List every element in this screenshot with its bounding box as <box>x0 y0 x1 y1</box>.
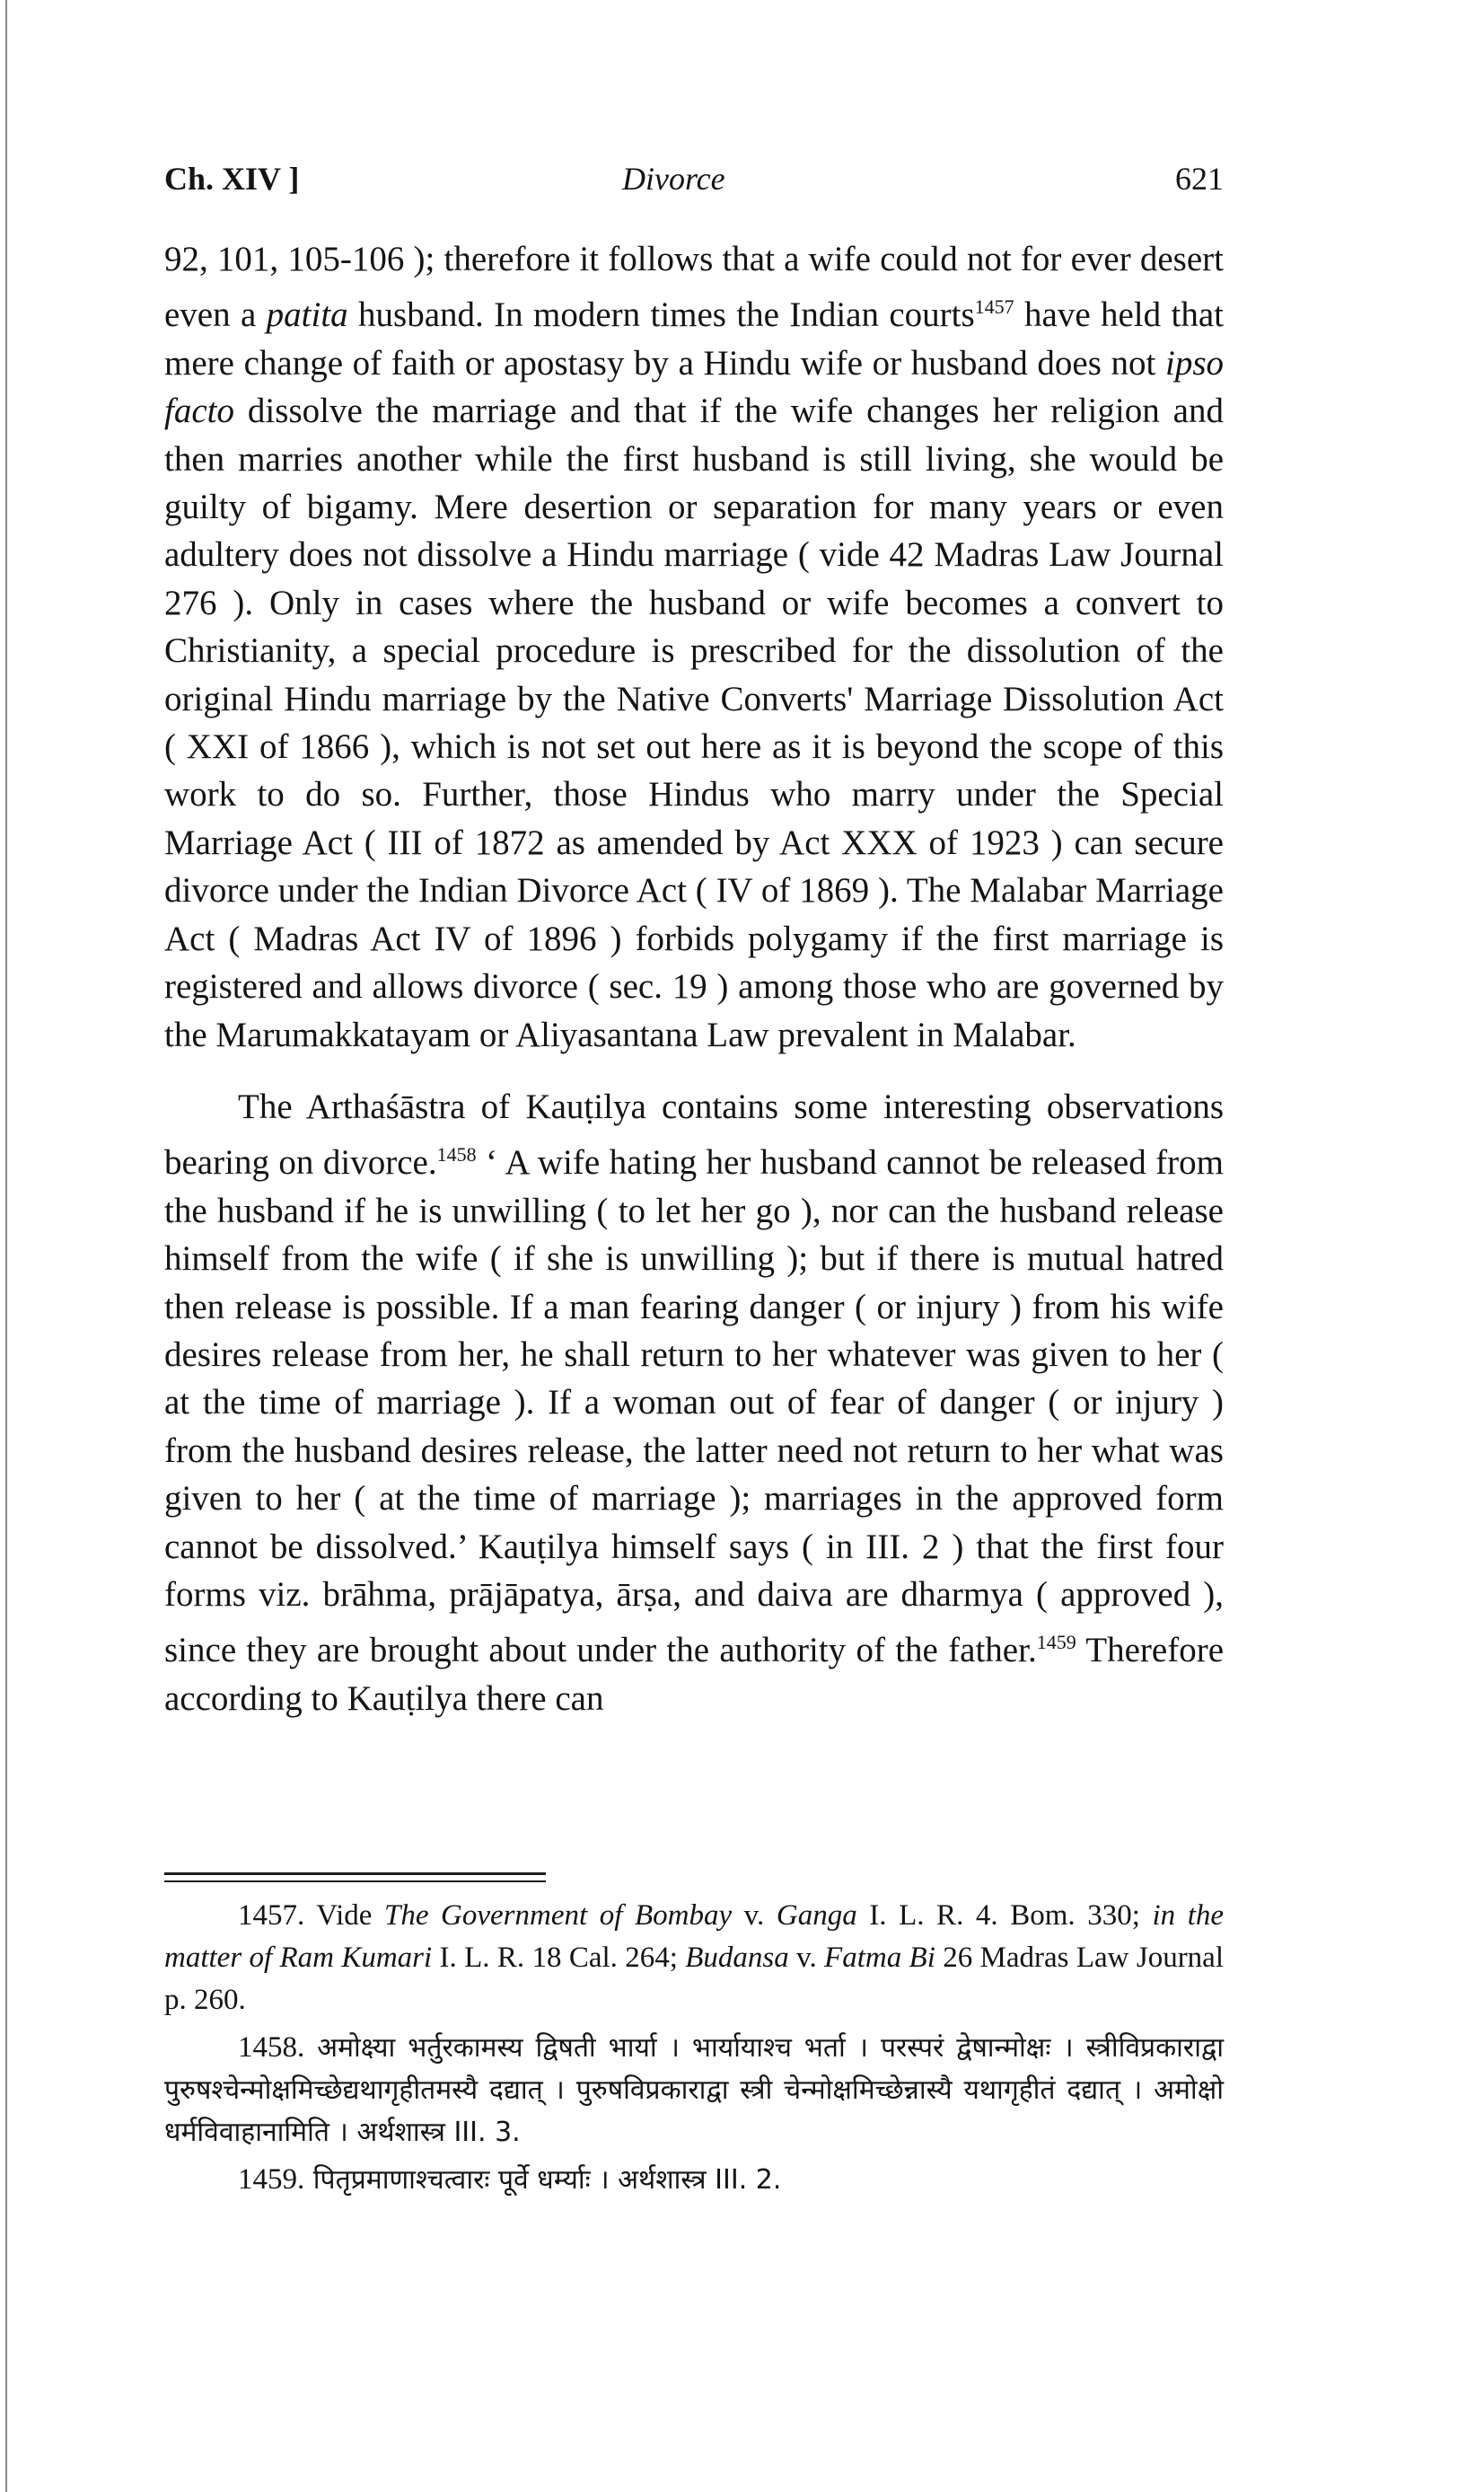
page-number: 621 <box>1175 161 1224 197</box>
footnote-1459: 1459. पितृप्रमाणाश्चत्वारः पूर्वे धर्म्याः । अर्थशास्त्र III. 2. <box>238 2163 782 2196</box>
chapter-label: Ch. XIV ] <box>164 161 300 197</box>
term-ipso-facto: ipso facto <box>164 343 1224 431</box>
footnote-ref-1459: 1459 <box>1036 1631 1076 1654</box>
main-text <box>164 235 1224 1722</box>
paragraph-2: The Arthaśāstra of Kauṭilya contains some interesting observations bearing on divorce.$^{1458}$ ‘ A wife hating her husband cannot be released from the husband if he is unwilling ( to let her go ), nor can the husband release himself from the wife ( if she is unwilling ); but if there is mutual hatred then release is possible. If a man fearing danger ( or injury ) from his wife desires release from her, he shall return to her whatever was given to her ( at the time of marriage ). If a woman out of fear of danger ( or injury ) from the husband desires release, the latter need not return to her what was given to her ( at the time of marriage ); marriages in the approved form cannot be dissolved.’ Kauṭilya himself says ( in III. 2 ) that the first four forms viz. brāhma, prājāpatya, ārṣa, and daiva are dharmya ( approved ), since they are brought about under the authority of the father.$^{1459}$ Therefore according to Kauṭilya there can <box>164 1087 1225 1718</box>
footnote-ref-1458: 1458 <box>436 1143 477 1167</box>
page-header <box>164 160 1224 205</box>
paragraph-1: 92, 101, 105-106 ); therefore it follows that a wife could not for ever desert even a patita husband. In modern times the Indian courts$^{1457}$ have held that mere change of faith or apostasy by a Hindu wife or husband does not ipso facto dissolve the marriage and that if the wife changes her religion and then marries another while the first husband is still living, she would be guilty of bigamy. Mere desertion or separation for many years or even adultery does not dissolve a Hindu marriage ( vide 42 Madras Law Journal 276 ). Only in cases where the husband or wife becomes a convert to Christianity, a special procedure is prescribed for the dissolution of the original Hindu marriage by the Native Converts' Marriage Dissolution Act ( XXI of 1866 ), which is not set out here as it is beyond the scope of this work to do so. Further, those Hindus who marry under the Special Marriage Act ( III of 1872 as amended by Act XXX of 1923 ) can secure divorce under the Indian Divorce Act ( IV of 1869 ). The Malabar Marriage Act ( Madras Act IV of 1896 ) forbids polygamy if the first marriage is registered and allows divorce ( sec. 19 ) among those who are governed by the Marumakkatayam or Aliyasantana Law prevalent in Malabar. <box>164 240 1224 1054</box>
running-title: Divorce <box>622 161 725 197</box>
footnote-ref-1457: 1457 <box>974 295 1014 319</box>
footnote-divider <box>164 1872 546 1875</box>
footnote-1457: 1457. Vide The Government of Bombay v. Ganga I. L. R. 4. Bom. 330; in the matter of Ram Kumari I. L. R. 18 Cal. 264; Budansa v. Fatma Bi 26 Madras Law Journal p. 260. <box>164 1899 1225 2016</box>
page-edge-rule <box>5 0 7 2492</box>
footnote-1458: 1458. अमोक्ष्या भर्तुरकामस्य द्विषती भार्या । भार्यायाश्च भर्ता । परस्परं द्वेषान्मोक्षः । स्त्रीविप्रकाराद्वा पुरुषश्चेन्मोक्षमिच्छेद्यथागृहीतमस्यै दद्यात् । पुरुषविप्रकाराद्वा स्त्री चेन्मोक्षमिच्छेन्नास्यै यथागृहीतं दद्यात् । अमोक्षो धर्मविवाहानामिति । अर्थशास्त्र III. 3. <box>164 2031 1224 2148</box>
term-patita: patita <box>266 295 348 335</box>
footnote-divider-second <box>164 1880 546 1882</box>
footnotes <box>164 1895 1224 2206</box>
